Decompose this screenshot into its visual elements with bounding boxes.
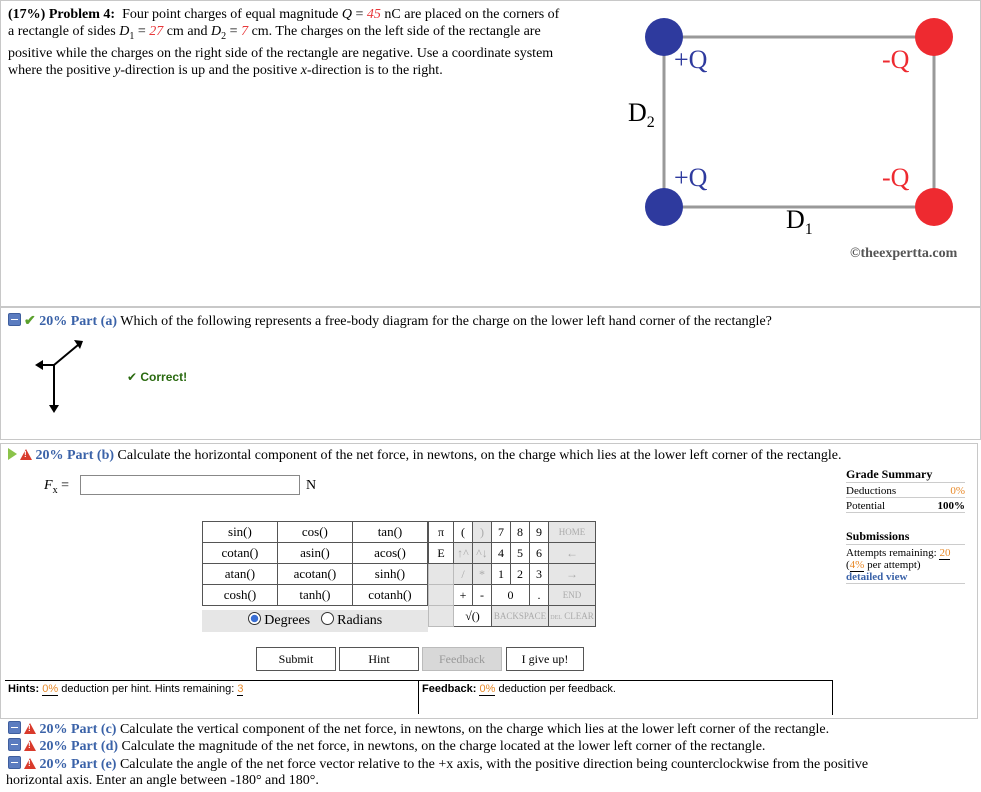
left-key[interactable]: ←: [549, 543, 596, 564]
grade-summary: [846, 467, 965, 584]
submit-button[interactable]: Submit: [256, 647, 336, 671]
part-c-header: [8, 721, 968, 738]
key-4[interactable]: 4: [492, 543, 511, 564]
fbd-arrows-icon: [34, 335, 94, 415]
func-key[interactable]: asin(): [277, 543, 352, 564]
play-icon[interactable]: [8, 448, 17, 460]
part-e-percent: 20% Part (e): [39, 757, 117, 772]
problem-statement: [8, 6, 618, 79]
hint-button[interactable]: Hint: [339, 647, 419, 671]
dot-key[interactable]: .: [530, 585, 549, 606]
give-up-button[interactable]: I give up!: [506, 647, 584, 671]
charge-figure: [620, 0, 980, 270]
minus-key[interactable]: -: [473, 585, 492, 606]
part-d-header: [8, 738, 968, 755]
problem-text-5: cm. The charges on the left side of the rectangle are: [251, 24, 541, 39]
unit-label: N: [306, 478, 317, 493]
function-keypad: [202, 521, 428, 606]
deductions-label: Deductions: [846, 485, 897, 497]
attempts-label: Attempts remaining:: [846, 547, 937, 559]
clear-key[interactable]: [549, 606, 596, 627]
attempts-row: [846, 547, 965, 559]
numeric-keypad: [428, 521, 596, 627]
hints-label: Hints:: [8, 683, 40, 695]
problem-percent: (17%): [8, 7, 46, 22]
feedback-label: Feedback:: [422, 683, 477, 695]
hints-pct: 0%: [42, 683, 59, 695]
d2-subscript: 2: [646, 114, 655, 132]
problem-line-3: positive while the charges on the right side of the rectangle are negative. Use a coordinate system: [8, 45, 554, 61]
q-eq: =: [355, 7, 364, 22]
key-2[interactable]: 2: [511, 564, 530, 585]
part-d-question: Calculate the magnitude of the net force, in newtons, on the charge located at the lower left corner of the rectangle.: [121, 739, 766, 754]
func-key[interactable]: cosh(): [203, 585, 278, 606]
label-top-left: +Q: [674, 45, 708, 74]
key-3[interactable]: 3: [530, 564, 549, 585]
backspace-key[interactable]: BACKSPACE: [492, 606, 549, 627]
end-key[interactable]: END: [549, 585, 596, 606]
problem-line-1: [8, 6, 618, 23]
hints-remaining: 3: [237, 683, 244, 695]
collapse-icon-c[interactable]: [8, 721, 21, 734]
label-bottom-left: +Q: [674, 163, 708, 192]
problem-text-6: where the positive: [8, 62, 111, 78]
d2-sub: 2: [221, 30, 227, 42]
deductions-row: [846, 485, 965, 498]
func-key[interactable]: sinh(): [352, 564, 427, 585]
potential-label: Potential: [846, 500, 886, 512]
blank-key-3: [429, 606, 454, 627]
checkmark-icon: ✔: [24, 314, 36, 329]
charge-bottom-right: [915, 188, 953, 226]
d2-symbol: D: [211, 24, 222, 39]
part-c-question: Calculate the vertical component of the net force, in newtons, on the charge which lies at the lower left corner of the rectangle.: [119, 722, 830, 737]
answer-input[interactable]: [80, 475, 300, 495]
per-attempt-pct: 4%: [849, 559, 865, 571]
func-key[interactable]: cos(): [277, 522, 352, 543]
fx-eq: =: [57, 478, 69, 493]
caret-key[interactable]: ^↓: [473, 543, 492, 564]
part-b-percent: 20% Part (b): [35, 448, 115, 463]
func-key[interactable]: tanh(): [277, 585, 352, 606]
plus-key[interactable]: +: [454, 585, 473, 606]
collapse-icon-e[interactable]: [8, 756, 21, 769]
fx-var: F: [44, 478, 53, 493]
y-symbol: y: [114, 62, 121, 78]
blank-key: [429, 564, 454, 585]
warning-icon-c: [24, 723, 36, 734]
feedback-info: [422, 683, 616, 695]
slash-key[interactable]: /: [454, 564, 473, 585]
part-a-percent: 20% Part (a): [39, 314, 117, 329]
d1-symbol: D: [119, 24, 130, 39]
charge-bottom-left: [645, 188, 683, 226]
degrees-radio[interactable]: [248, 612, 261, 625]
func-key[interactable]: sin(): [203, 522, 278, 543]
charge-top-right: [915, 18, 953, 56]
answer-label: [44, 478, 69, 496]
star-key[interactable]: *: [473, 564, 492, 585]
right-key[interactable]: →: [549, 564, 596, 585]
d1-letter: D: [786, 205, 805, 234]
q-symbol: Q: [341, 7, 352, 22]
func-key[interactable]: tan(): [352, 522, 427, 543]
problem-label: Problem 4:: [48, 7, 116, 22]
deductions-value: 0%: [950, 485, 965, 497]
pi-key[interactable]: π: [429, 522, 454, 543]
radians-label: Radians: [337, 613, 383, 628]
submissions-title: Submissions: [846, 529, 965, 545]
label-bottom-right: -Q: [882, 163, 910, 192]
problem-text-4: cm and: [166, 24, 208, 39]
up-key[interactable]: ↑^: [454, 543, 473, 564]
d2-value: 7: [241, 24, 249, 39]
del-label: DEL: [550, 615, 562, 621]
angle-mode: [202, 610, 428, 632]
q-value: 45: [366, 7, 381, 22]
part-a-status: ✔ Correct!: [127, 370, 188, 384]
blank-key-2: [429, 585, 454, 606]
part-a-header: [8, 313, 968, 330]
label-d2: [628, 98, 655, 132]
part-e-header: [8, 756, 978, 773]
part-c-percent: 20% Part (c): [39, 722, 117, 737]
hints-info: [8, 683, 243, 695]
rparen-key[interactable]: ): [473, 522, 492, 543]
sqrt-key[interactable]: √(): [454, 606, 492, 627]
home-key[interactable]: HOME: [549, 522, 596, 543]
collapse-icon[interactable]: [8, 313, 21, 326]
radians-radio[interactable]: [321, 612, 334, 625]
d2-letter: D: [628, 98, 647, 127]
func-key[interactable]: cotan(): [203, 543, 278, 564]
key-1[interactable]: 1: [492, 564, 511, 585]
key-9[interactable]: 9: [530, 522, 549, 543]
func-key[interactable]: acos(): [352, 543, 427, 564]
grade-title: Grade Summary: [846, 467, 965, 483]
d1-sub: 1: [129, 30, 135, 42]
lparen-key[interactable]: (: [454, 522, 473, 543]
func-key[interactable]: atan(): [203, 564, 278, 585]
key-0[interactable]: 0: [492, 585, 530, 606]
clear-label: CLEAR: [564, 611, 594, 621]
feedback-button[interactable]: Feedback: [422, 647, 502, 671]
problem-text-1: Four point charges of equal magnitude: [122, 7, 339, 22]
d1-subscript: 1: [804, 221, 813, 239]
func-key[interactable]: acotan(): [277, 564, 352, 585]
warning-icon-e: [24, 758, 36, 769]
d1-value: 27: [149, 24, 164, 39]
degrees-label: Degrees: [264, 613, 311, 628]
hints-divider: [418, 680, 419, 714]
func-key[interactable]: cotanh(): [352, 585, 427, 606]
free-body-diagram: [34, 335, 94, 420]
part-b-question: Calculate the horizontal component of the net force, in newtons, on the charge which lies at the lower left corner of the rectangle.: [117, 448, 842, 463]
key-6[interactable]: 6: [530, 543, 549, 564]
attempts-value: 20: [939, 547, 951, 559]
per-attempt-row: (4% per attempt): [846, 559, 921, 571]
problem-text-7: -direction is up and the positive: [120, 62, 298, 78]
part-e-question: Calculate the angle of the net force vector relative to the +x axis, with the positive direction being counterclockwise from the positive: [119, 757, 869, 772]
part-a-question: Which of the following represents a free-body diagram for the charge on the lower left hand corner of the rectangle?: [120, 314, 772, 329]
label-d1: [786, 205, 813, 239]
detailed-view-link[interactable]: detailed view: [846, 571, 965, 584]
feedback-text: deduction per feedback.: [498, 683, 616, 695]
key-5[interactable]: 5: [511, 543, 530, 564]
part-d-percent: 20% Part (d): [39, 739, 119, 754]
feedback-pct: 0%: [479, 683, 496, 695]
key-7[interactable]: 7: [492, 522, 511, 543]
part-b-header: [8, 448, 968, 464]
problem-line-2: a rectangle of sides $D_1 = 27$ cm and $D_2 = 7$ cm. The charges on the left side of the rectangle are: [8, 24, 541, 42]
fx-sub: x: [52, 484, 58, 496]
per-attempt-text: per attempt): [867, 559, 921, 571]
problem-line-4: [8, 62, 618, 79]
credit: ©theexpertta.com: [850, 246, 958, 261]
problem-text-3: a rectangle of sides: [8, 24, 116, 39]
collapse-icon-d[interactable]: [8, 738, 21, 751]
potential-row: [846, 500, 965, 513]
key-8[interactable]: 8: [511, 522, 530, 543]
problem-text-8: -direction is to the right.: [307, 62, 443, 78]
problem-text-2: nC are placed on the corners of: [384, 7, 560, 22]
potential-value: 100%: [937, 500, 965, 512]
part-e-question-line2: horizontal axis. Enter an angle between -180° and 180°.: [6, 773, 319, 788]
hints-text: deduction per hint. Hints remaining:: [61, 683, 235, 695]
warning-icon: [20, 449, 32, 460]
warning-icon-d: [24, 740, 36, 751]
label-top-right: -Q: [882, 45, 910, 74]
e-key[interactable]: E: [429, 543, 454, 564]
x-symbol: x: [300, 62, 307, 78]
